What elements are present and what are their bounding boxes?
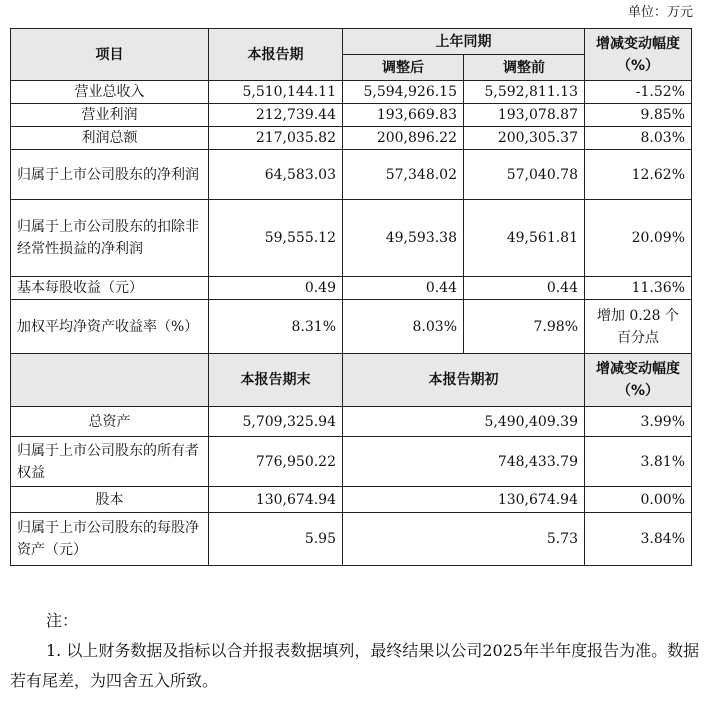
cell-before: 0.44 [464,277,585,300]
unit-label: 单位：万元 [627,5,693,20]
cell-adjusted: 200,896.22 [343,127,464,150]
row-label: 营业利润 [11,104,209,127]
row-label: 营业总收入 [11,81,209,104]
header2-end: 本报告期末 [209,354,343,407]
header-prior: 上年同期 [343,29,585,55]
table-row [11,277,692,300]
cell-adjusted: 49,593.38 [343,200,464,277]
row-label: 归属于上市公司股东的每股净资产（元） [11,513,209,566]
cell-current: 5,510,144.11 [209,81,343,104]
table-row [11,104,692,127]
cell-current: 59,555.12 [209,200,343,277]
notes-title: 注： [46,611,79,630]
table-row [11,487,692,513]
cell-before: 5,592,811.13 [464,81,585,104]
table-row [11,437,692,487]
header-adjusted: 调整后 [343,55,464,81]
table-row [11,407,692,437]
cell-change: 增加 0.28 个百分点 [585,300,692,354]
cell-begin: 748,433.79 [343,437,585,487]
cell-change: -1.52% [585,81,692,104]
cell-adjusted: 5,594,926.15 [343,81,464,104]
note-item: 1. 以上财务数据及指标以合并报表数据填列，最终结果以公司2025年半年度报告为准。数据若有尾差，为四舍五入所致。 [10,641,700,690]
cell-adjusted: 0.44 [343,277,464,300]
cell-change: 9.85% [585,104,692,127]
cell-before: 57,040.78 [464,150,585,200]
table-row [11,81,692,104]
financial-table [10,28,692,566]
header2-blank [11,354,209,407]
cell-end: 776,950.22 [209,437,343,487]
header-change: 增减变动幅度（%） [585,29,692,81]
cell-change: 0.00% [585,487,692,513]
cell-end: 5.95 [209,513,343,566]
cell-adjusted: 193,669.83 [343,104,464,127]
row-label: 归属于上市公司股东的扣除非经常性损益的净利润 [11,200,209,277]
row-label: 归属于上市公司股东的所有者权益 [11,437,209,487]
cell-before: 193,078.87 [464,104,585,127]
cell-change: 20.09% [585,200,692,277]
row-label: 利润总额 [11,127,209,150]
cell-change: 8.03% [585,127,692,150]
row-label: 归属于上市公司股东的净利润 [11,150,209,200]
cell-before: 200,305.37 [464,127,585,150]
header2-change: 增减变动幅度（%） [585,354,692,407]
cell-current: 212,739.44 [209,104,343,127]
notes-section [10,606,700,696]
header-before-adjust: 调整前 [464,55,585,81]
table-row [11,300,692,354]
cell-end: 130,674.94 [209,487,343,513]
cell-current: 64,583.03 [209,150,343,200]
row-label: 股本 [11,487,209,513]
cell-begin: 5.73 [343,513,585,566]
table-row [11,150,692,200]
cell-end: 5,709,325.94 [209,407,343,437]
cell-change: 3.84% [585,513,692,566]
cell-current: 217,035.82 [209,127,343,150]
cell-current: 8.31% [209,300,343,354]
row-label: 加权平均净资产收益率（%） [11,300,209,354]
cell-current: 0.49 [209,277,343,300]
table-row [11,200,692,277]
row-label: 总资产 [11,407,209,437]
cell-change: 11.36% [585,277,692,300]
cell-begin: 5,490,409.39 [343,407,585,437]
cell-adjusted: 57,348.02 [343,150,464,200]
table-row [11,127,692,150]
header2-begin: 本报告期初 [343,354,585,407]
table-row [11,513,692,566]
cell-adjusted: 8.03% [343,300,464,354]
cell-change: 12.62% [585,150,692,200]
row-label: 基本每股收益（元） [11,277,209,300]
cell-change: 3.81% [585,437,692,487]
cell-change: 3.99% [585,407,692,437]
header-current: 本报告期 [209,29,343,81]
cell-before: 49,561.81 [464,200,585,277]
header-item: 项目 [11,29,209,81]
cell-begin: 130,674.94 [343,487,585,513]
cell-before: 7.98% [464,300,585,354]
